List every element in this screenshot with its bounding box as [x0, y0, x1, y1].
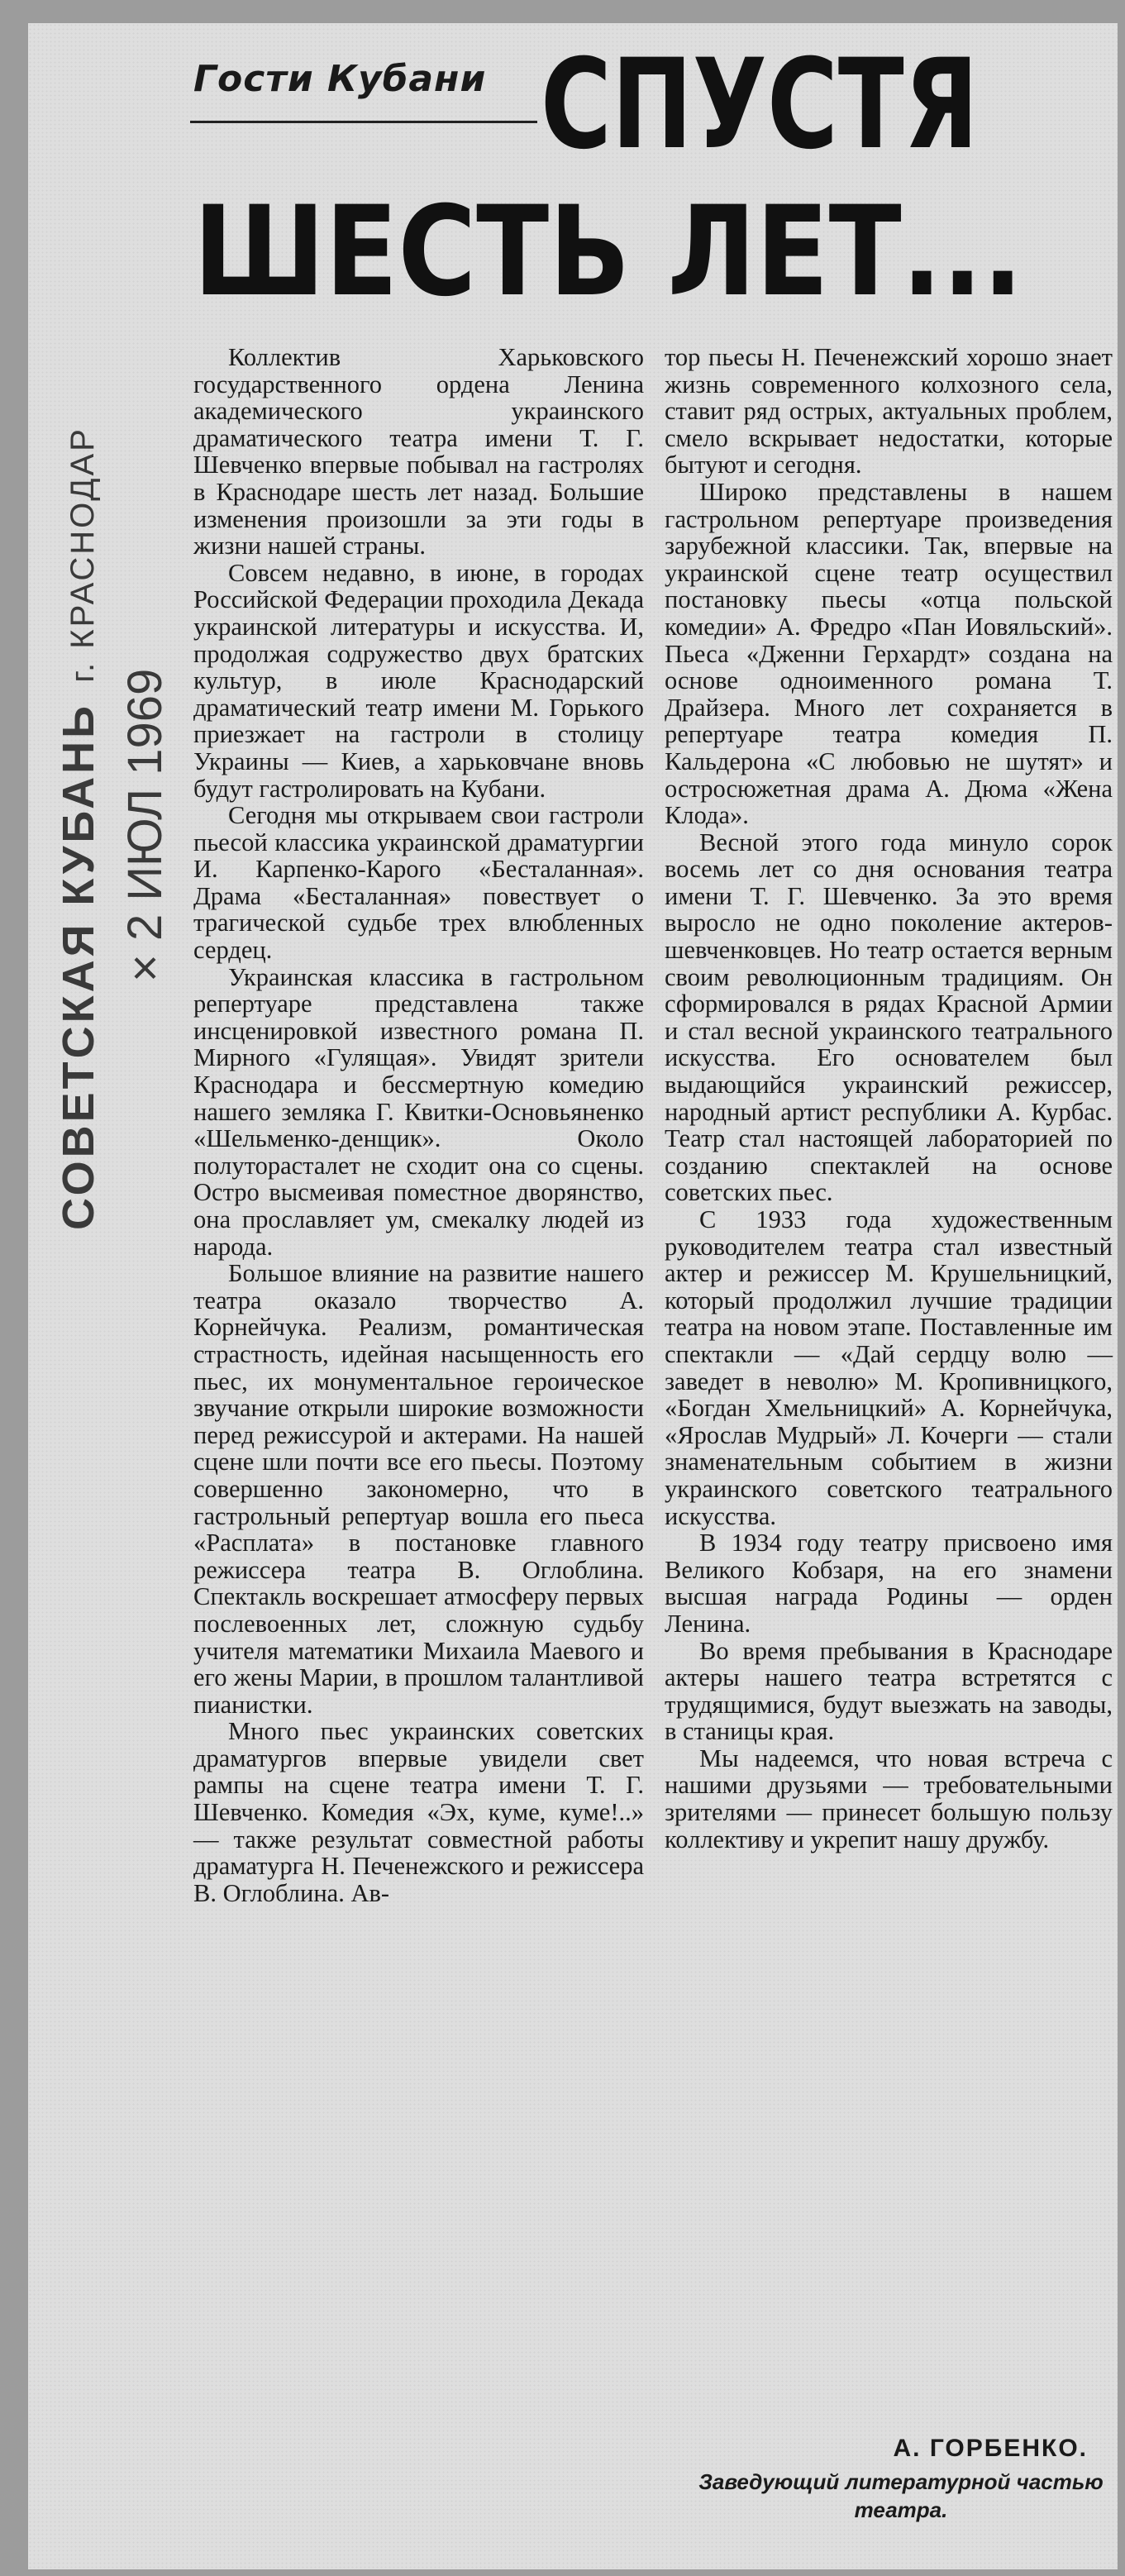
rubric-underline: [190, 121, 537, 123]
headline-line-1: СПУСТЯ: [541, 33, 979, 177]
newspaper-clipping: [28, 23, 1118, 2569]
paragraph: Мы надеемся, что новая встреча с нашими друзьями — требовательными зрителями — принесет большую пользу коллективу и укрепит нашу дружбу.: [665, 1744, 1113, 1853]
rubric-label: Гости Кубани: [193, 58, 487, 100]
paragraph-continued: тор пьесы Н. Печенежский хорошо знает жизнь современного колхозного села, ставит ряд острых, актуальных проблем, смело вскрывает недостатки, которые бытуют и сегодня.: [665, 343, 1113, 479]
article-column-1: [193, 344, 644, 2493]
article-column-2: [665, 344, 1113, 2493]
paragraph: Украинская классика в гастрольном репертуаре представлена также инсценировкой известного романа П. Мирного «Гулящая». Увидят зрители Краснодара и бессмертную комедию нашего земляка Г. Квитки-Основьяненко «Шельменко-денщик». Около полуторасталет не сходит она со сцены. Остро высмеивая поместное дворянство, она прославляет ум, смекалку людей из народа.: [193, 962, 644, 1261]
paragraph: Широко представлены в нашем гастрольном репертуаре произведения зарубежной классики. Так, впервые на украинской сцене театр осуществил постановку пьесы «отца польской комедии» А. Фредро «Пан Иовяльский». Пьеса «Дженни Герхардт» создана на основе одноименного романа Т. Драйзера. Много лет сохраняется в репертуаре театра комедия П. Кальдерона «С любовью не шутят» и остросюжетная драма А. Дюма «Жена Клода».: [665, 477, 1113, 830]
paragraph: Совсем недавно, в июне, в городах Российской Федерации проходила Декада украинской литературы и искусства. И, продолжая содружество двух братских культур, в июле Краснодарский драматический театр имени М. Горького приезжает на гастроли в столицу Украины — Киев, а харьковчане вновь будут гастролировать на Кубани.: [193, 558, 644, 803]
paragraph: Во время пребывания в Краснодаре актеры нашего театра встретятся с трудящимися, будут выезжать на заводы, в станицы края.: [665, 1636, 1113, 1746]
paragraph: Большое влияние на развитие нашего театра оказало творчество А. Корнейчука. Реализм, романтическая страстность, идейная насыщенность его пьес, их монументальное героическое звучание открыли широкие возможности перед режиссурой и актерами. На нашей сцене шли почти все его пьесы. Поэтому совершенно закономерно, что в гастрольный репертуар вошла его пьеса «Расплата» в постановке главного режиссера театра В. Оглоблина. Спектакль воскрешает атмосферу первых послевоенных лет, сложную судьбу учителя математики Михаила Маевого и его жены Марии, в прошлом талантливой пианистки.: [193, 1259, 644, 1719]
newspaper-stamp: [53, 427, 104, 1230]
paragraph: С 1933 года художественным руководителем театра стал известный актер и режиссер М. Крушельницкий, который продолжил лучшие традиции театра на новом этапе. Поставленные им спектакли — «Дай сердцу волю — заведет в неволю» М. Кропивницкого, «Богдан Хмельницкий» А. Корнейчука, «Ярослав Мудрый» Л. Кочерги — стали знаменательным событием в жизни украинского советского театрального искусства.: [665, 1205, 1113, 1530]
paragraph: Коллектив Харьковского государственного ордена Ленина академического украинского драматического театра имени Т. Г. Шевченко впервые побывал на гастролях в Краснодаре шесть лет назад. Большие изменения произошли за эти годы в жизни нашей страны.: [193, 343, 644, 561]
paragraph: Сегодня мы открываем свои гастроли пьесой классика украинской драматургии И. Карпенко-Карого «Бесталанная». Драма «Бесталанная» повествует о трагической судьбе трех влюбленных сердец.: [193, 801, 644, 965]
paragraph: В 1934 году театру присвоено имя Великого Кобзаря, на его знамени высшая награда Родины — орден Ленина.: [665, 1529, 1113, 1638]
stamp-city: г. КРАСНОДАР: [64, 427, 101, 683]
author-role: Заведующий литературной частью театра.: [698, 2469, 1104, 2522]
paragraph: Весной этого года минуло сорок восемь лет со дня основания театра имени Т. Г. Шевченко. За это время выросло не одно поколение актеров-шевченковцев. Но театр остается верным своим революционным традициям. Он сформировался в рядах Красной Армии и стал весной украинского театрального искусства. Его основателем был выдающийся украинский режиссер, народный артист республики А. Курбас. Театр стал настоящей лабораторией по созданию спектаклей на основе советских пьес.: [665, 828, 1113, 1207]
paragraph: Много пьес украинских советских драматургов впервые увидели свет рампы на сцене театра имени Т. Г. Шевченко. Комедия «Эх, куме, куме!..» — также результат совместной работы драматурга Н. Печенежского и режиссера В. Оглоблина. Ав-: [193, 1717, 644, 1907]
headline-line-2: ШЕСТЬ ЛЕТ...: [193, 180, 1023, 324]
author-signature: [665, 2435, 1113, 2524]
stamp-newspaper-name: СОВЕТСКАЯ КУБАНЬ: [54, 703, 103, 1230]
stamp-date: × 2 ИЮЛ 1969: [118, 668, 172, 982]
author-name: А. ГОРБЕНКО.: [893, 2435, 1088, 2462]
